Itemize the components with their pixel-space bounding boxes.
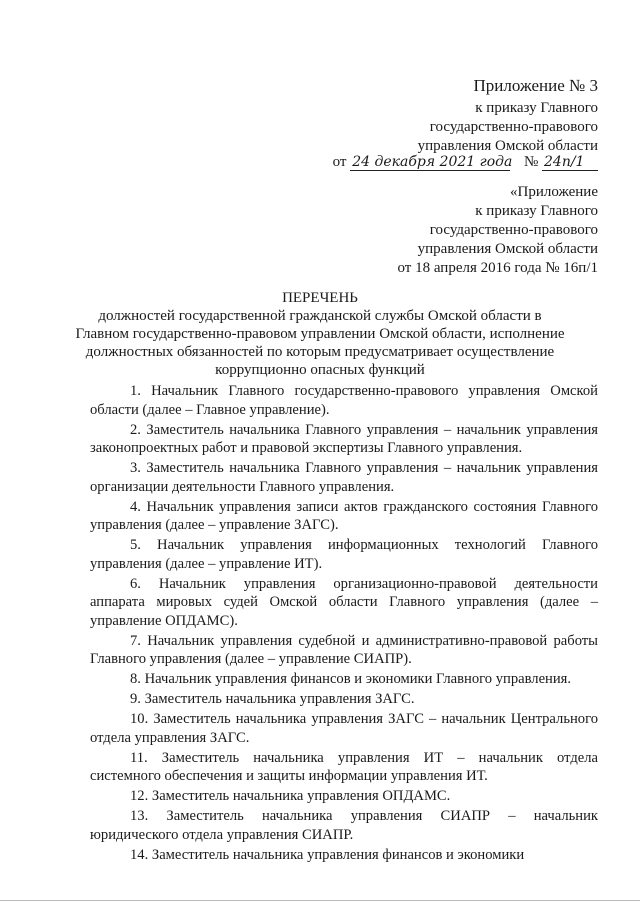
appendix-line-1: к приказу Главного bbox=[475, 100, 598, 116]
heading-line-4: коррупционно опасных функций bbox=[215, 362, 425, 378]
heading-line-1: должностей государственной гражданской службы Омской области в bbox=[98, 308, 542, 324]
appendix-date-line bbox=[333, 152, 598, 172]
list-item: 12. Заместитель начальника управления ОПДАМС. bbox=[130, 788, 451, 804]
list-item: 4. Начальник управления записи актов гражданского состояния Главного управления (далее – управление ЗАГС). bbox=[90, 498, 598, 533]
date-prefix: от bbox=[332, 154, 347, 170]
list-item: 5. Начальник управления информационных технологий Главного управления (далее – управление ИТ). bbox=[90, 537, 598, 572]
heading-line-2: Главном государственно-правовом управлении Омской области, исполнение bbox=[75, 326, 565, 342]
handwritten-number: 24п/1 bbox=[542, 154, 598, 171]
appendix-line-2: государственно-правового bbox=[429, 119, 598, 135]
list-item: 11. Заместитель начальника управления ИТ – начальник отдела системного обеспечения и защиты информации управления ИТ. bbox=[90, 749, 598, 784]
number-prefix: № bbox=[523, 154, 539, 170]
quoted-appendix-line-3: управления Омской области bbox=[417, 241, 598, 257]
list-item: 14. Заместитель начальника управления финансов и экономики bbox=[130, 846, 525, 863]
list-item: 3. Заместитель начальника Главного управления – начальник управления организации деятельности Главного управления. bbox=[90, 460, 598, 495]
list-item: 13. Заместитель начальника управления СИАПР – начальник юридического отдела управления СИАПР. bbox=[90, 808, 598, 843]
position-list bbox=[90, 382, 598, 866]
list-item: 8. Начальник управления финансов и экономики Главного управления. bbox=[130, 671, 572, 687]
list-item: 2. Заместитель начальника Главного управления – начальник управления законопроектных работ и правовой экспертизы Главного управления. bbox=[90, 421, 598, 456]
quoted-appendix-line-0: «Приложение bbox=[509, 184, 598, 200]
handwritten-date: 24 декабря 2021 года bbox=[352, 154, 513, 170]
list-item: 6. Начальник управления организационно-правовой деятельности аппарата мировых судей Омской области Главного управления (далее – управление ОПДАМС). bbox=[90, 575, 598, 629]
list-item: 1. Начальник Главного государственно-правового управления Омской области (далее – Главное управление). bbox=[90, 383, 598, 418]
quoted-appendix-line-2: государственно-правового bbox=[429, 222, 598, 238]
quoted-appendix-line-1: к приказу Главного bbox=[475, 203, 598, 219]
list-item: 10. Заместитель начальника управления ЗАГС – начальник Центрального отдела управления ЗАГС. bbox=[90, 711, 598, 746]
appendix-line-3: управления Омской области bbox=[417, 138, 598, 154]
list-item: 9. Заместитель начальника управления ЗАГС. bbox=[130, 691, 415, 707]
quoted-appendix-line-4: от 18 апреля 2016 года № 16п/1 bbox=[397, 260, 598, 276]
scan-edge-divider bbox=[0, 900, 640, 901]
appendix-title: Приложение № 3 bbox=[473, 76, 598, 95]
list-title: ПЕРЕЧЕНЬ bbox=[282, 290, 358, 306]
list-item: 7. Начальник управления судебной и административно-правовой работы Главного управления (далее – управление СИАПР). bbox=[90, 632, 598, 667]
heading-line-3: должностных обязанностей по которым предусматривает осуществление bbox=[85, 344, 555, 360]
